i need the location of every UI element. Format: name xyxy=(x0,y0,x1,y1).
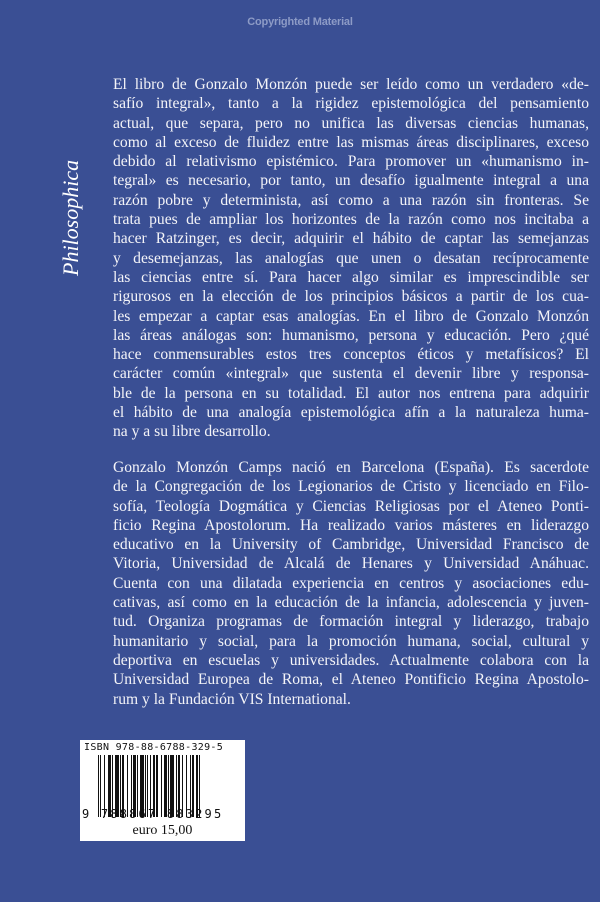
text-line: de la Congregación de los Legionarios de Cristo y licenciado en Filo- xyxy=(113,478,589,496)
barcode-digits: 9 788867 883295 xyxy=(82,807,224,821)
text-line: deportiva en escuelas y universidades. Actualmente colabora con la xyxy=(113,651,589,669)
text-line: tegral» es necesario, por tanto, un desafío igualmente integral a una xyxy=(113,172,589,190)
text-line: humanitario y social, para la promoción humana, social, cultural y xyxy=(113,632,589,650)
text-line: safío integral», tanto a la rigidez epistemológica del pensamiento xyxy=(113,95,589,113)
text-line: rigurosos en la elección de los principios básicos a partir de los cua- xyxy=(113,288,589,306)
text-line: El libro de Gonzalo Monzón puede ser leído como un verdadero «de- xyxy=(113,76,589,93)
text-line: actual, que separa, pero no unifica las diversas ciencias humanas, xyxy=(113,114,589,132)
text-line: educativo en la University of Cambridge, Universidad Francisco de xyxy=(113,536,589,554)
text-line: las áreas análogas son: humanismo, persona y educación. Pero ¿qué xyxy=(113,326,589,344)
copyright-watermark: Copyrighted Material xyxy=(247,16,353,28)
isbn-label: ISBN 978-88-6788-329-5 xyxy=(84,742,224,753)
series-title: Philosophica xyxy=(58,159,83,276)
book-description xyxy=(113,75,589,442)
text-line: cativas, así como en la educación de la infancia, adolescencia y juven- xyxy=(113,594,589,612)
text-line: carácter común «integral» que sustenta el devenir libre y responsa- xyxy=(113,365,589,383)
price: euro 15,00 xyxy=(132,823,193,838)
text-line: rum y la Fundación VIS International. xyxy=(113,690,351,708)
text-line: hace conmensurables estos tres conceptos éticos y metafísicos? El xyxy=(113,346,589,364)
text-line: tud. Organiza programas de formación integral y liderazgo, trabajo xyxy=(113,613,589,631)
text-line: ficio Regina Apostolorum. Ha realizado varios másteres en liderazgo xyxy=(113,516,589,534)
text-line: como al exceso de fluidez entre las mismas áreas disciplinares, exceso xyxy=(113,133,589,151)
author-bio xyxy=(113,458,589,709)
text-line: sofía, Teología Dogmática y Ciencias Religiosas por el Ateneo Ponti- xyxy=(113,497,589,515)
text-line: les empezar a captar esas analogías. En el libro de Gonzalo Monzón xyxy=(113,307,589,325)
text-line: Universidad Europea de Roma, el Ateneo Pontificio Regina Apostolo- xyxy=(113,671,589,689)
text-line: y desemejanzas, las analogías que unen o desatan recíprocamente xyxy=(113,249,589,267)
text-line: el hábito de una analogía epistemológica afín a la naturaleza huma- xyxy=(113,404,589,422)
text-line: razón pobre y determinista, así como a una razón sin fronteras. Se xyxy=(113,191,589,209)
text-line: na y a su libre desarrollo. xyxy=(113,423,271,441)
text-line: Vitoria, Universidad de Alcalá de Henares y Universidad Anáhuac. xyxy=(113,555,589,573)
text-line: hacer Ratzinger, es decir, adquirir el hábito de captar las semejanzas xyxy=(113,230,589,248)
text-line: trata pues de ampliar los horizontes de la razón como nos incitaba a xyxy=(113,211,589,229)
text-line: Cuenta con una dilatada experiencia en centros y asociaciones edu- xyxy=(113,574,589,592)
isbn-barcode-box xyxy=(80,740,245,841)
text-line: Gonzalo Monzón Camps nació en Barcelona (España). Es sacerdote xyxy=(113,459,589,476)
text-line: las ciencias entre sí. Para hacer algo similar es imprescindible ser xyxy=(113,268,589,286)
text-line: debido al relativismo epistémico. Para promover un «humanismo in- xyxy=(113,153,589,171)
text-line: ble de la persona en su totalidad. El autor nos entrena para adquirir xyxy=(113,384,589,402)
